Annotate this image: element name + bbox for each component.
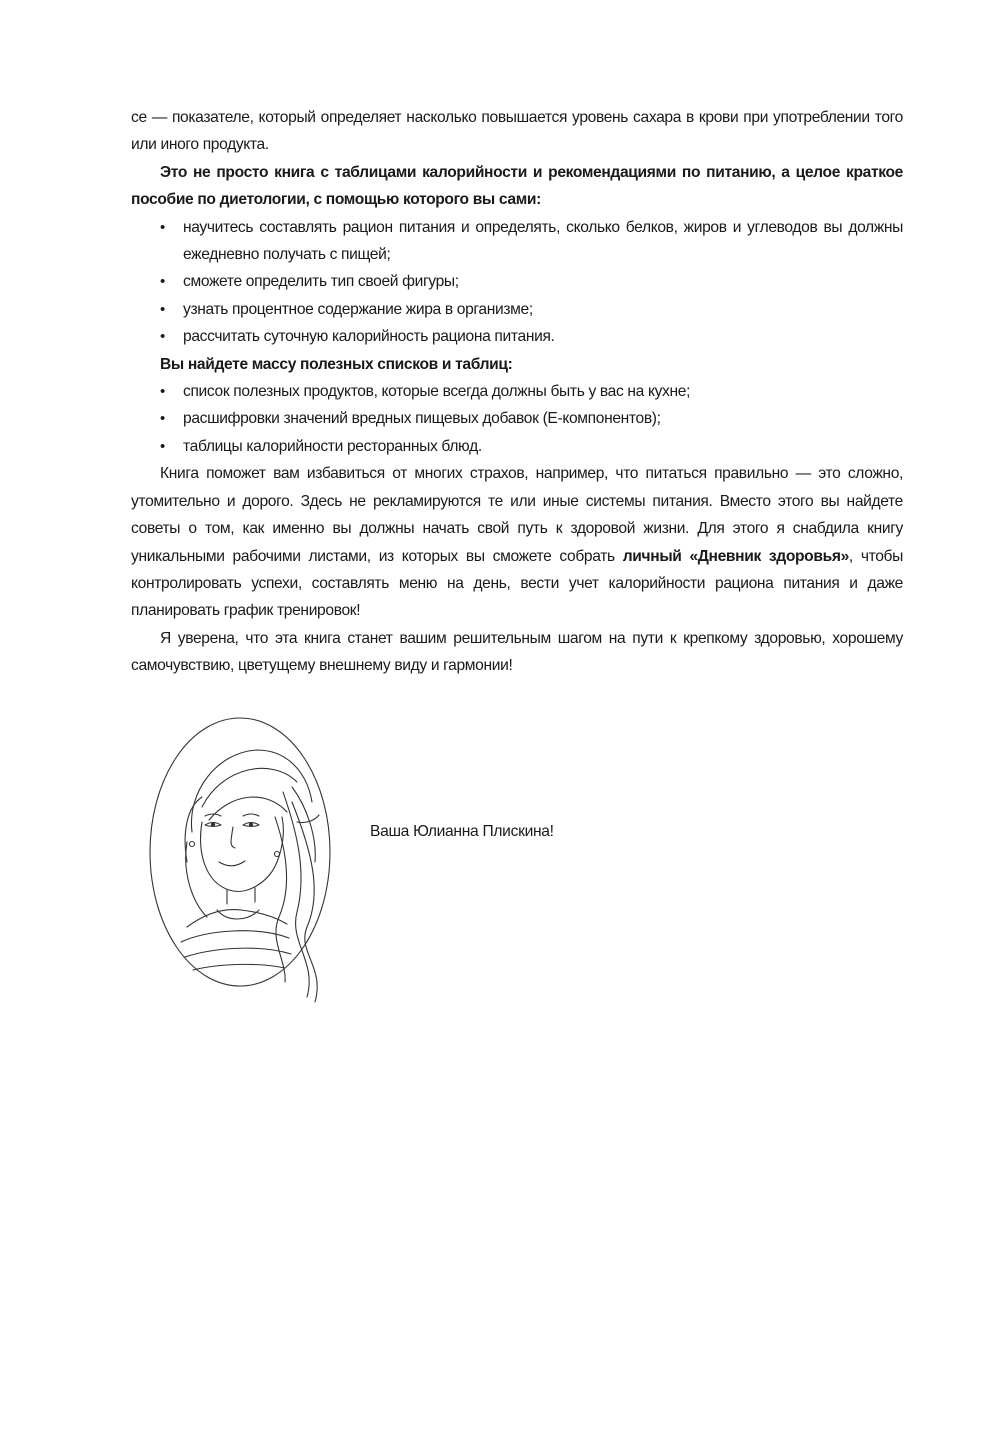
book-paragraph-text: Книга поможет вам избавиться от многих страхов, например, что питаться правильно — это сложно, утомительно и дорого. Здесь не рекламируются те или иные системы питания. Вместо этого вы найдете советы о том, как именно вы должны начать свой путь к здоровой жизни. Для этого я снабдила книгу уникальными рабочими листами, из которых вы сможете собрать (131, 465, 903, 565)
author-signature: Ваша Юлианна Плискина! (370, 823, 554, 840)
skills-list (131, 214, 903, 351)
main-text (131, 104, 903, 680)
bold-intro-paragraph: Это не просто книга с таблицами калорийности и рекомендациями по питанию, а целое краткое пособие по диетологии, с помощью которого вы сами: (131, 163, 903, 209)
diary-highlight: личный «Дневник здоровья» (622, 547, 849, 565)
list-item: • узнать процентное содержание жира в организме; (131, 296, 903, 323)
lists-heading: Вы найдете массу полезных списков и таблиц: (160, 355, 513, 373)
closing-paragraph: Я уверена, что эта книга станет вашим решительным шагом на пути к крепкому здоровью, хорошему самочувствию, цветущему внешнему виду и гармонии! (131, 629, 903, 675)
intro-paragraph: се — показателе, который определяет насколько повышается уровень сахара в крови при употреблении того или иного продукта. (131, 109, 903, 154)
list-item: • таблицы калорийности ресторанных блюд. (131, 433, 903, 460)
book-paragraph-text-end: , чтобы контролировать успехи, составлять меню на день, вести учет калорийности рациона питания и даже планировать график тренировок! (131, 547, 903, 620)
tables-list (131, 378, 903, 460)
list-item: • рассчитать суточную калорийность рациона питания. (131, 323, 903, 350)
author-portrait-illustration (147, 712, 337, 1004)
book-paragraph (131, 460, 903, 624)
list-item: • сможете определить тип своей фигуры; (131, 268, 903, 295)
list-item: • научитесь составлять рацион питания и определять, сколько белков, жиров и углеводов вы должны ежедневно получать с пищей; (131, 214, 903, 269)
list-item: • расшифровки значений вредных пищевых добавок (Е-компонентов); (131, 405, 903, 432)
list-item: • список полезных продуктов, которые всегда должны быть у вас на кухне; (131, 378, 903, 405)
